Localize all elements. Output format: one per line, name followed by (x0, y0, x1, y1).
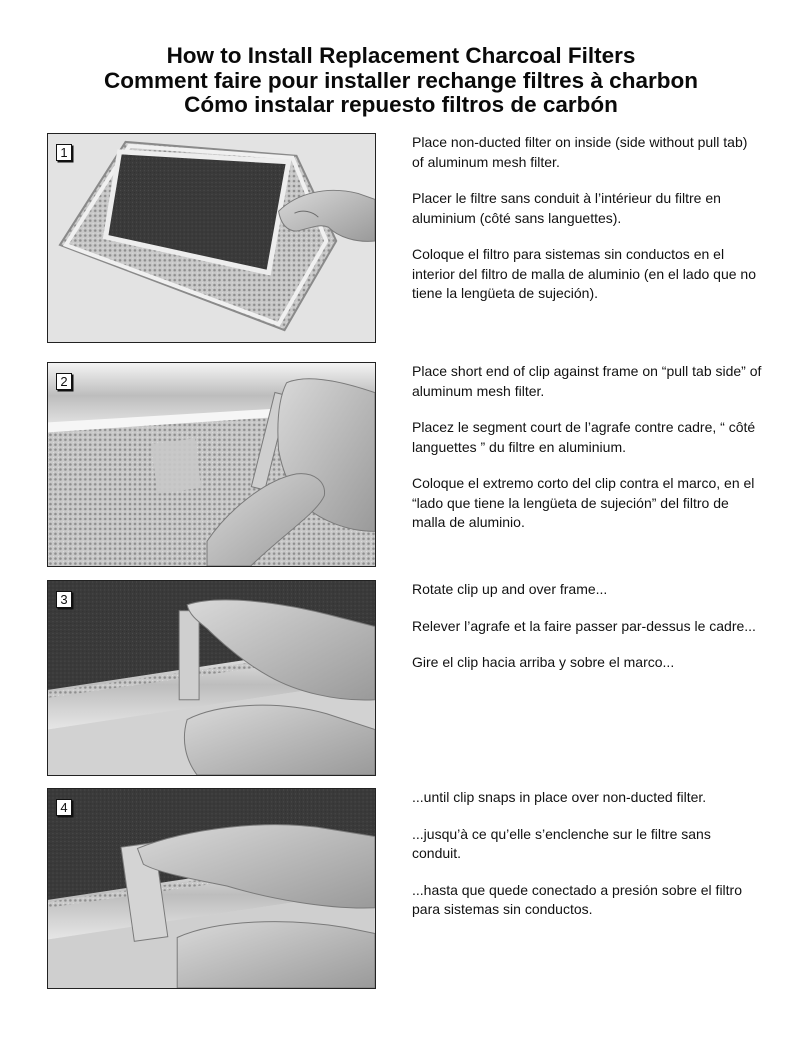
step-1-photo (47, 133, 376, 343)
step-1-text-english: Place non-ducted filter on inside (side without pull tab) of aluminum mesh filter. (412, 134, 748, 170)
step-2-instructions (412, 362, 762, 550)
title-english: How to Install Replacement Charcoal Filters (166, 43, 636, 68)
step-number-badge: 4 (56, 799, 72, 816)
step-number-badge: 3 (56, 591, 72, 608)
step-4-photo (47, 788, 376, 989)
step-3-text-english: Rotate clip up and over frame... (412, 581, 608, 597)
filter-photo-2 (48, 363, 375, 566)
filter-photo-4 (48, 789, 375, 988)
step-1-text-spanish: Coloque el filtro para sistemas sin conductos en el interior del filtro de malla de aluminio (en el lado que no tiene la lengüeta de sujeción). (412, 246, 756, 301)
step-3-text-french: Relever l’agrafe et la faire passer par-dessus le cadre... (412, 617, 756, 634)
step-4-text-english: ...until clip snaps in place over non-ducted filter. (412, 789, 707, 805)
step-1-text-french: Placer le filtre sans conduit à l’intérieur du filtre en aluminium (côté sans languettes). (412, 190, 721, 226)
filter-photo-3 (48, 581, 375, 775)
title-french: Comment faire pour installer rechange filtres à charbon (104, 67, 698, 93)
filter-photo-1 (48, 134, 375, 342)
step-2-text-english: Place short end of clip against frame on “pull tab side” of aluminum mesh filter. (412, 363, 762, 399)
step-3-text-spanish: Gire el clip hacia arriba y sobre el marco... (412, 654, 675, 670)
step-4-text-spanish: ...hasta que quede conectado a presión sobre el filtro para sistemas sin conductos. (412, 881, 742, 917)
step-2-text-spanish: Coloque el extremo corto del clip contra el marco, en el “lado que tiene la lengüeta de sujeción” del filtro de malla de aluminio. (412, 475, 755, 530)
page-title (0, 44, 802, 118)
title-spanish: Cómo instalar repuesto filtros de carbón (184, 92, 618, 117)
step-4-text-french: ...jusqu’à ce qu’elle s’enclenche sur le filtre sans conduit. (412, 825, 711, 861)
step-3-photo (47, 580, 376, 776)
step-3-instructions (412, 580, 762, 690)
step-4-instructions (412, 788, 762, 937)
step-2-text-french: Placez le segment court de l’agrafe contre cadre, “ côté languettes ” du filtre en aluminium. (412, 419, 756, 455)
step-1-instructions (412, 133, 762, 321)
step-number-badge: 2 (56, 373, 72, 390)
step-2-photo (47, 362, 376, 567)
step-number-badge: 1 (56, 144, 72, 161)
